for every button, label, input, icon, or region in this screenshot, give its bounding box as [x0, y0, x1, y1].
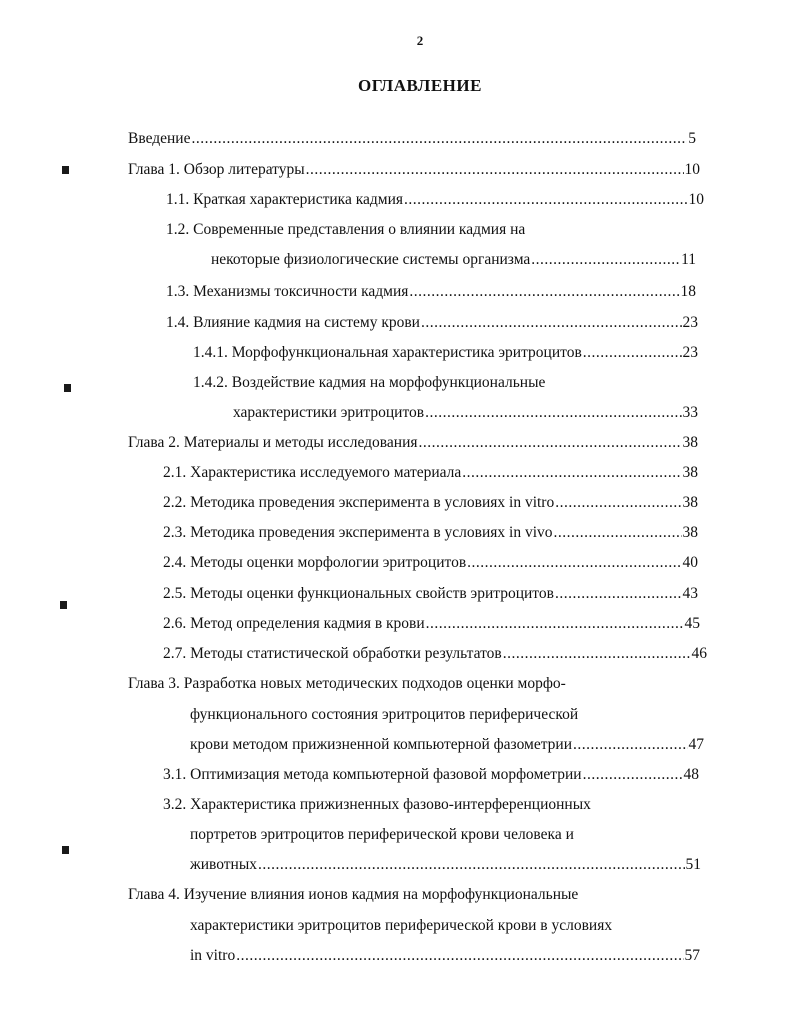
leader-dots — [555, 583, 682, 605]
toc-entry[interactable] — [190, 915, 612, 937]
leader-dots — [531, 249, 680, 271]
toc-entry-page: 5 — [688, 130, 696, 147]
leader-dots — [462, 462, 681, 484]
toc-entry-page: 57 — [684, 947, 700, 964]
toc-entry-page: 23 — [682, 344, 698, 361]
toc-entry[interactable] — [163, 552, 698, 574]
toc-entry[interactable] — [190, 824, 574, 846]
toc-entry[interactable] — [163, 764, 699, 786]
leader-dots — [258, 854, 685, 876]
leader-dots — [421, 312, 682, 334]
toc-entry[interactable] — [163, 643, 707, 665]
toc-entry-title: 2.7. Методы статистической обработки результатов — [163, 645, 502, 662]
toc-entry-page: 10 — [684, 161, 700, 178]
toc-entry[interactable] — [211, 249, 696, 271]
leader-dots — [583, 764, 683, 786]
toc-entry-title: функционального состояния эритроцитов периферической — [190, 706, 579, 723]
toc-entry-title: 1.4.2. Воздействие кадмия на морфофункциональные — [193, 374, 546, 391]
toc-entry-title: крови методом прижизненной компьютерной фазометрии — [190, 736, 573, 753]
toc-entry-page: 18 — [680, 283, 696, 300]
toc-entry-page: 11 — [681, 251, 696, 268]
toc-entry-title: in vitro — [190, 947, 236, 964]
leader-dots — [555, 492, 681, 514]
toc-entry[interactable] — [190, 704, 578, 726]
toc-entry-title: Глава 4. Изучение влияния ионов кадмия на морфофункциональные — [128, 886, 579, 903]
toc-entry-title: Глава 2. Материалы и методы исследования — [128, 434, 418, 451]
toc-entry-title: Введение — [128, 130, 191, 147]
toc-entry-title: 1.1. Краткая характеристика кадмия — [166, 191, 404, 208]
toc-entry[interactable] — [190, 734, 704, 756]
toc-entry-page: 38 — [682, 434, 698, 451]
toc-entry[interactable] — [163, 462, 698, 484]
toc-entry[interactable] — [166, 312, 698, 334]
toc-entry[interactable] — [163, 583, 698, 605]
toc-entry-title: некоторые физиологические системы организма — [211, 251, 531, 268]
toc-entry-title: Глава 1. Обзор литературы — [128, 161, 305, 178]
toc-entry[interactable] — [190, 945, 700, 967]
toc-entry[interactable] — [166, 281, 696, 303]
toc-entry[interactable] — [128, 128, 696, 150]
leader-dots — [425, 402, 681, 424]
toc-entry-title: 2.6. Метод определения кадмия в крови — [163, 615, 425, 632]
toc-entry-title: 2.1. Характеристика исследуемого материала — [163, 464, 462, 481]
toc-entry-page: 51 — [685, 856, 701, 873]
toc-entry[interactable] — [163, 794, 591, 816]
toc-entry-page: 46 — [691, 645, 707, 662]
page-title: ОГЛАВЛЕНИЕ — [358, 76, 482, 95]
toc-entry[interactable] — [128, 673, 566, 695]
toc-entry-title: Глава 3. Разработка новых методических подходов оценки морфо- — [128, 675, 566, 692]
toc-entry-title: 2.5. Методы оценки функциональных свойств эритроцитов — [163, 585, 554, 602]
leader-dots — [467, 552, 681, 574]
toc-entry-title: животных — [190, 856, 257, 873]
toc-entry-title: портретов эритроцитов периферической крови человека и — [190, 826, 574, 843]
leader-dots — [306, 159, 684, 181]
toc-entry-title: 3.1. Оптимизация метода компьютерной фазовой морфометрии — [163, 766, 582, 783]
toc-entry[interactable] — [128, 884, 578, 906]
page-number: 2 — [416, 33, 424, 48]
toc-entry[interactable] — [190, 854, 701, 876]
leader-dots — [191, 128, 687, 150]
toc-entry-page: 47 — [688, 736, 704, 753]
toc-entry[interactable] — [233, 402, 698, 424]
toc-entry-title: 1.4.1. Морфофункциональная характеристика эритроцитов — [193, 344, 582, 361]
toc-entry-page: 33 — [682, 404, 698, 421]
toc-entry-title: 2.2. Методика проведения эксперимента в условиях in vitro — [163, 494, 555, 511]
toc-entry[interactable] — [128, 432, 698, 454]
toc-entry-title: характеристики эритроцитов периферической крови в условиях — [190, 917, 613, 934]
leader-dots — [404, 189, 687, 211]
toc-entry-title: характеристики эритроцитов — [233, 404, 425, 421]
toc-entry-page: 45 — [684, 615, 700, 632]
toc-entry[interactable] — [193, 372, 545, 394]
toc-entry-page: 43 — [682, 585, 698, 602]
leader-dots — [426, 613, 684, 635]
toc-entry[interactable] — [163, 613, 700, 635]
toc-entry-page: 38 — [682, 494, 698, 511]
toc-entry-page: 38 — [682, 464, 698, 481]
toc-entry-page: 10 — [688, 191, 704, 208]
leader-dots — [409, 281, 679, 303]
toc-entry-page: 48 — [683, 766, 699, 783]
toc-entry-title: 2.3. Методика проведения эксперимента в условиях in vivo — [163, 524, 553, 541]
toc-entry[interactable] — [193, 342, 698, 364]
leader-dots — [554, 522, 682, 544]
toc-entry[interactable] — [166, 219, 525, 241]
leader-dots — [236, 945, 683, 967]
toc-entry-title: 1.3. Механизмы токсичности кадмия — [166, 283, 409, 300]
toc-entry-page: 23 — [682, 314, 698, 331]
toc-entry[interactable] — [163, 492, 698, 514]
leader-dots — [503, 643, 691, 665]
leader-dots — [573, 734, 687, 756]
leader-dots — [583, 342, 682, 364]
toc-entry[interactable] — [128, 159, 700, 181]
toc-entry[interactable] — [163, 522, 698, 544]
toc-entry-title: 1.4. Влияние кадмия на систему крови — [166, 314, 420, 331]
toc-entry-page: 38 — [682, 524, 698, 541]
leader-dots — [419, 432, 682, 454]
toc-entry-title: 2.4. Методы оценки морфологии эритроцитов — [163, 554, 467, 571]
toc-entry[interactable] — [166, 189, 704, 211]
toc-entry-title: 1.2. Современные представления о влиянии кадмия на — [166, 221, 526, 238]
toc-entry-page: 40 — [682, 554, 698, 571]
toc-entry-title: 3.2. Характеристика прижизненных фазово-интерференционных — [163, 796, 591, 813]
